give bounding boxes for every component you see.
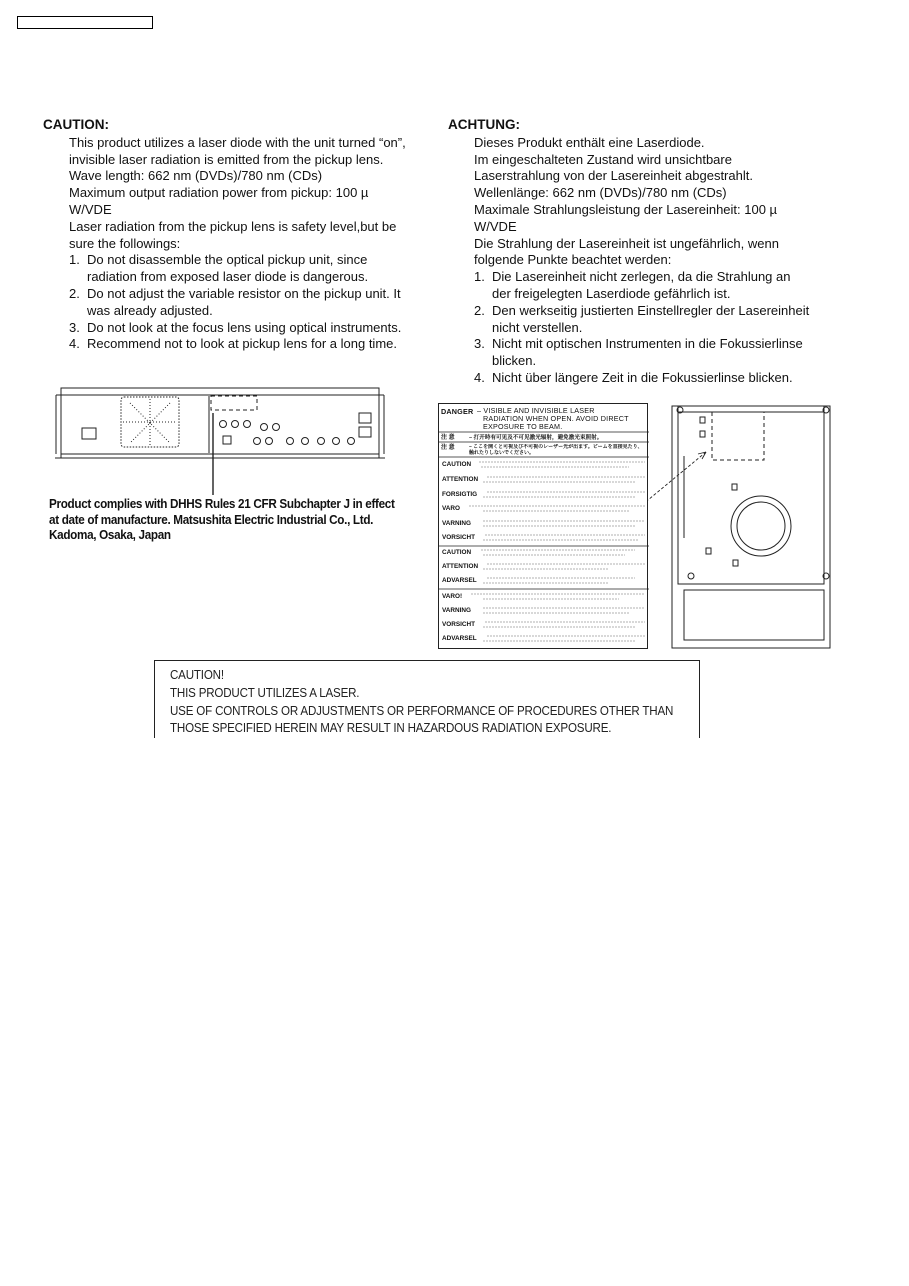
caution-heading: CAUTION: bbox=[43, 117, 109, 132]
item-text: blicken. bbox=[492, 353, 537, 369]
caution-line: W/VDE bbox=[69, 201, 112, 217]
achtung-line: Im eingeschalteten Zustand wird unsichtbare bbox=[474, 151, 732, 167]
item-text: Nicht über längere Zeit in die Fokussierlinse blicken. bbox=[492, 369, 793, 385]
label-row-vorsicht: VORSICHT bbox=[442, 534, 476, 541]
caution-line: This product utilizes a laser diode with the unit turned “on”, bbox=[69, 134, 406, 150]
label-danger-text: – VISIBLE AND INVISIBLE LASER bbox=[477, 406, 595, 415]
label-row-varo: VARO bbox=[442, 505, 460, 512]
achtung-section bbox=[448, 117, 848, 387]
achtung-line: Dieses Produkt enthält eine Laserdiode. bbox=[474, 134, 705, 150]
label-row-advarsel: ADVARSEL bbox=[442, 577, 477, 584]
item-number: 4. bbox=[474, 369, 485, 385]
item-text: radiation from exposed laser diode is dangerous. bbox=[87, 269, 369, 285]
label-cjk-word: 注 意 bbox=[441, 445, 455, 451]
list-item bbox=[448, 269, 848, 303]
compliance-line: Kadoma, Osaka, Japan bbox=[49, 528, 171, 543]
achtung-line: Maximale Strahlungsleistung der Lasereinheit: 100 µ bbox=[474, 201, 778, 217]
label-row-attention-2: ATTENTION bbox=[442, 563, 479, 570]
pickup-unit-illustration bbox=[640, 400, 835, 650]
label-row-varning: VARNING bbox=[442, 520, 471, 527]
item-text: Die Lasereinheit nicht zerlegen, da die Strahlung an bbox=[492, 269, 791, 285]
item-text: Den werkseitig justierten Einstellregler der Lasereinheit bbox=[492, 302, 810, 318]
compliance-statement bbox=[49, 497, 412, 544]
label-cjk-text: – ここを開くと可視及び不可視のレーザー光が出ます。ビームを直接見たり、触れたりしないでください。 bbox=[469, 444, 643, 456]
label-row-varo-2: VARO! bbox=[442, 593, 463, 600]
caution-notice-line: CAUTION! bbox=[170, 668, 224, 682]
caution-section bbox=[43, 117, 433, 353]
achtung-line: Wellenlänge: 662 nm (DVDs)/780 nm (CDs) bbox=[474, 185, 727, 201]
item-number: 2. bbox=[69, 285, 80, 301]
label-row-caution: CAUTION bbox=[442, 461, 472, 468]
item-text: der freigelegten Laserdiode gefährlich ist. bbox=[492, 285, 731, 301]
header-box bbox=[17, 16, 153, 29]
item-number: 1. bbox=[69, 252, 80, 268]
item-text: Do not look at the focus lens using optical instruments. bbox=[87, 319, 402, 335]
caution-line: Wave length: 662 nm (DVDs)/780 nm (CDs) bbox=[69, 168, 323, 184]
item-number: 4. bbox=[69, 336, 80, 352]
label-cjk-text: – 打开時有可见及不可见激光辐射，避免激光束照射。 bbox=[469, 435, 603, 441]
label-danger-word: DANGER bbox=[441, 407, 474, 416]
list-item bbox=[448, 370, 848, 387]
rear-panel-illustration bbox=[55, 383, 385, 495]
caution-line: Laser radiation from the pickup lens is safety level,but be bbox=[69, 218, 397, 234]
caution-line: sure the followings: bbox=[69, 235, 181, 251]
list-item bbox=[448, 303, 848, 337]
label-danger-text: RADIATION WHEN OPEN. AVOID DIRECT bbox=[483, 414, 629, 423]
item-number: 2. bbox=[474, 302, 485, 318]
label-row-advarsel-2: ADVARSEL bbox=[442, 635, 477, 642]
item-text: Do not adjust the variable resistor on the pickup unit. It bbox=[87, 285, 401, 301]
caution-notice-line: USE OF CONTROLS OR ADJUSTMENTS OR PERFORMANCE OF PROCEDURES OTHER THAN bbox=[170, 703, 674, 718]
item-number: 3. bbox=[69, 319, 80, 335]
compliance-line: at date of manufacture. Matsushita Electric Industrial Co., Ltd. bbox=[49, 512, 374, 527]
label-row-vorsicht-2: VORSICHT bbox=[442, 621, 476, 628]
list-item bbox=[43, 286, 433, 320]
achtung-line: W/VDE bbox=[474, 218, 517, 234]
achtung-line: Laserstrahlung von der Lasereinheit abgestrahlt. bbox=[474, 168, 753, 184]
label-row-caution-2: CAUTION bbox=[442, 549, 472, 556]
achtung-line: folgende Punkte beachtet werden: bbox=[474, 252, 672, 268]
item-text: Do not disassemble the optical pickup unit, since bbox=[87, 252, 368, 268]
achtung-heading: ACHTUNG: bbox=[448, 117, 520, 132]
item-text: Nicht mit optischen Instrumenten in die Fokussierlinse bbox=[492, 336, 803, 352]
item-text: Recommend not to look at pickup lens for a long time. bbox=[87, 336, 397, 352]
caution-notice-box bbox=[154, 660, 700, 738]
caution-line: Maximum output radiation power from pickup: 100 µ bbox=[69, 185, 369, 201]
item-text: was already adjusted. bbox=[87, 302, 213, 318]
list-item bbox=[448, 336, 848, 370]
item-text: nicht verstellen. bbox=[492, 319, 583, 335]
list-item bbox=[43, 336, 433, 353]
item-number: 1. bbox=[474, 269, 485, 285]
caution-list bbox=[43, 252, 433, 353]
achtung-line: Die Strahlung der Lasereinheit ist ungefährlich, wenn bbox=[474, 235, 779, 251]
caution-line: invisible laser radiation is emitted from the pickup lens. bbox=[69, 151, 384, 167]
laser-warning-label bbox=[438, 403, 648, 649]
list-item bbox=[43, 320, 433, 337]
compliance-line: Product complies with DHHS Rules 21 CFR Subchapter J in effect bbox=[49, 497, 395, 511]
label-row-forsigtig: FORSIGTIG bbox=[442, 491, 478, 498]
label-danger-text: EXPOSURE TO BEAM. bbox=[483, 422, 563, 431]
label-row-varning-2: VARNING bbox=[442, 607, 471, 614]
achtung-list bbox=[448, 269, 848, 387]
label-row-attention: ATTENTION bbox=[442, 476, 479, 483]
item-number: 3. bbox=[474, 336, 485, 352]
caution-notice-line: THOSE SPECIFIED HEREIN MAY RESULT IN HAZARDOUS RADIATION EXPOSURE. bbox=[170, 721, 612, 736]
caution-notice-line: THIS PRODUCT UTILIZES A LASER. bbox=[170, 685, 360, 700]
list-item bbox=[43, 252, 433, 286]
label-fine-print bbox=[439, 404, 649, 650]
label-cjk-word: 注 意 bbox=[441, 435, 455, 441]
